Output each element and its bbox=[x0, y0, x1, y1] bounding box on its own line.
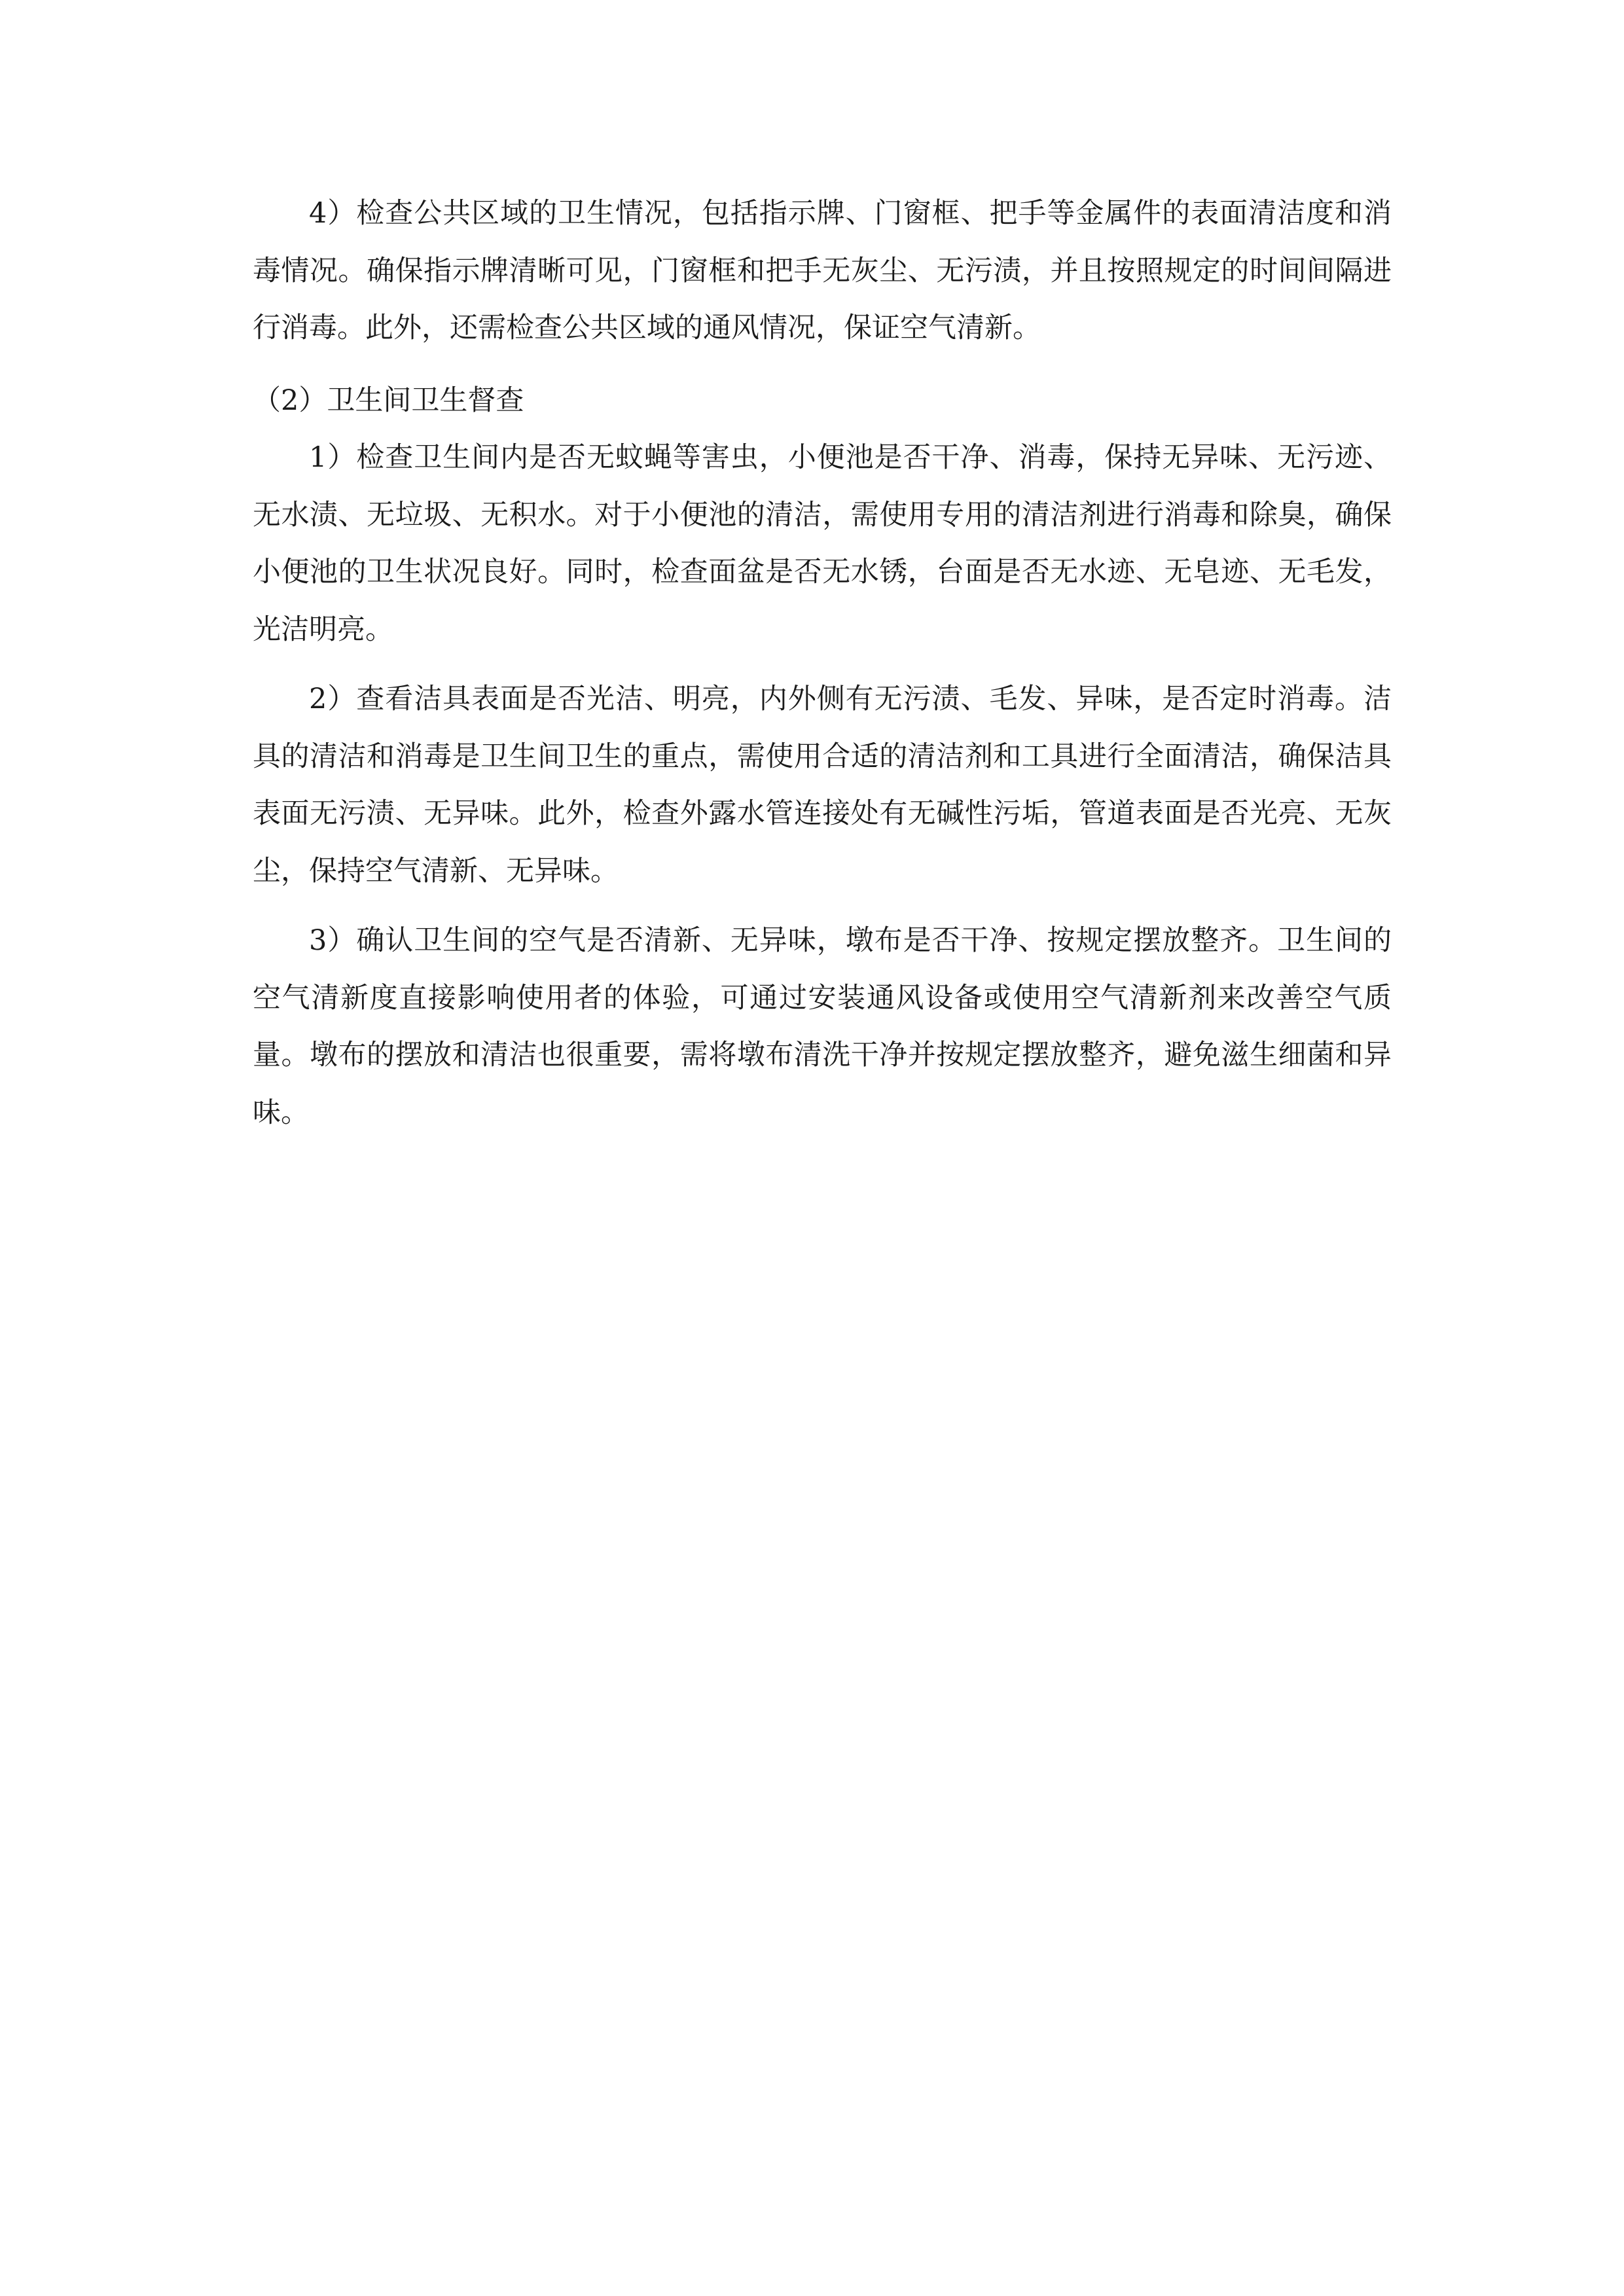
paragraph-restroom-pests-urinal: 1）检查卫生间内是否无蚊蝇等害虫，小便池是否干净、消毒，保持无异味、无污迹、无水渍、无垃圾、无积水。对于小便池的清洁，需使用专用的清洁剂进行消毒和除臭，确保小便池的卫生状况良好。同时，检查面盆是否无水锈，台面是否无水迹、无皂迹、无毛发，光洁明亮。 bbox=[253, 441, 1392, 646]
paragraph-restroom-air-mops: 3）确认卫生间的空气是否清新、无异味，墩布是否干净、按规定摆放整齐。卫生间的空气清新度直接影响使用者的体验，可通过安装通风设备或使用空气清新剂来改善空气质量。墩布的摆放和清洁也很重要，需将墩布清洗干净并按规定摆放整齐，避免滋生细菌和异味。 bbox=[253, 924, 1392, 1129]
paragraph-restroom-fixtures: 2）查看洁具表面是否光洁、明亮，内外侧有无污渍、毛发、异味，是否定时消毒。洁具的清洁和消毒是卫生间卫生的重点，需使用合适的清洁剂和工具进行全面清洁，确保洁具表面无污渍、无异味。此外，检查外露水管连接处有无碱性污垢，管道表面是否光亮、无灰尘，保持空气清新、无异味。 bbox=[253, 683, 1392, 888]
paragraph-public-area-hygiene: 4）检查公共区域的卫生情况，包括指示牌、门窗框、把手等金属件的表面清洁度和消毒情况。确保指示牌清晰可见，门窗框和把手无灰尘、无污渍，并且按照规定的时间间隔进行消毒。此外，还需检查公共区域的通风情况，保证空气清新。 bbox=[253, 197, 1392, 344]
section-heading-restroom: （2）卫生间卫生督查 bbox=[253, 384, 524, 417]
document-body bbox=[253, 185, 1392, 1141]
